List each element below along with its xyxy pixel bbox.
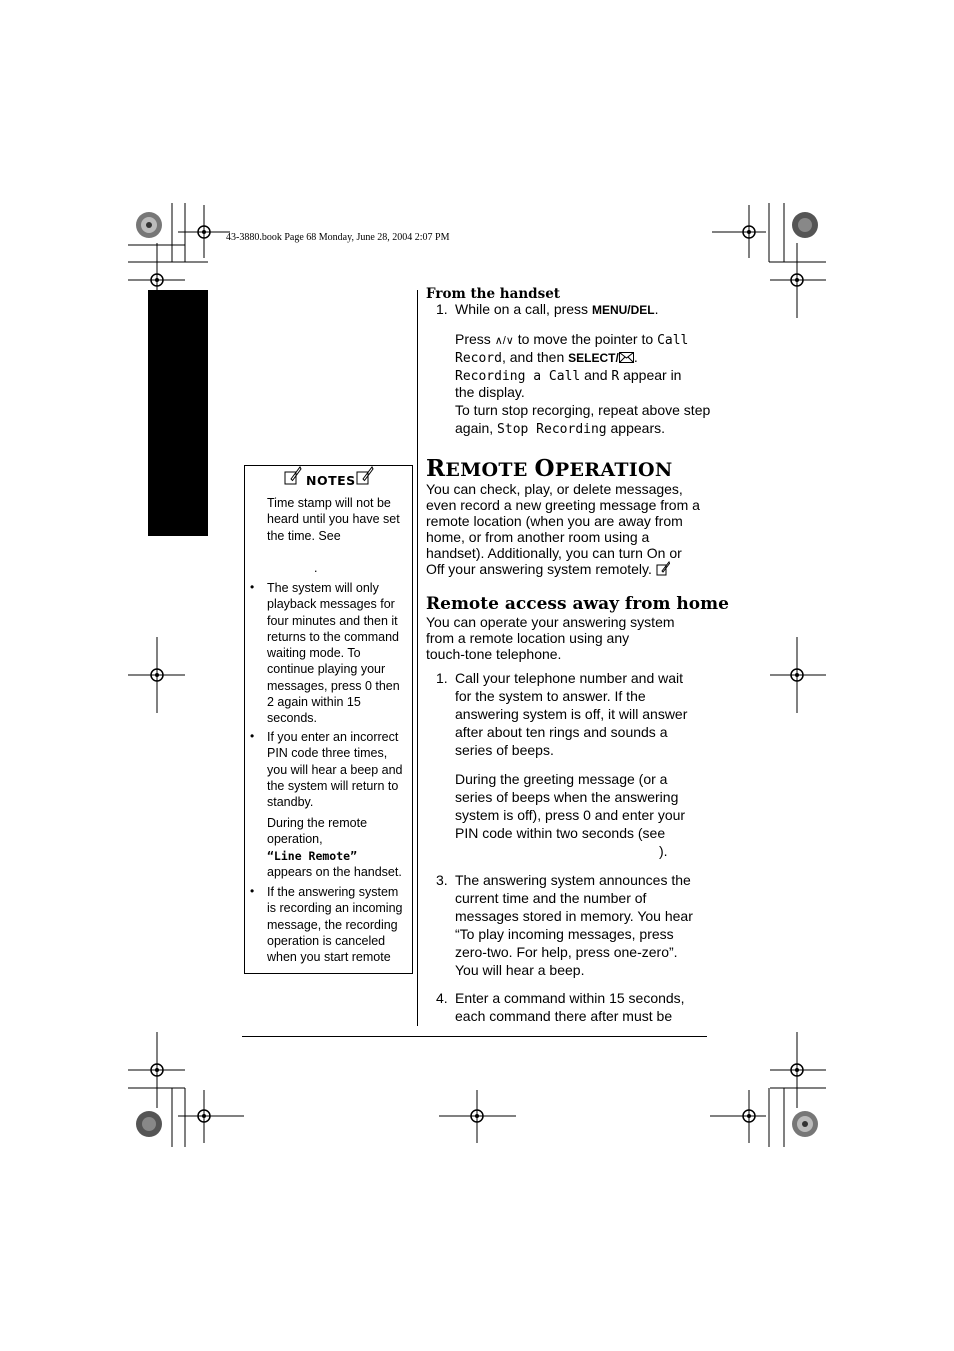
recording-a-call-label: Recording a Call bbox=[455, 369, 581, 384]
note-pencil-icon bbox=[356, 466, 374, 486]
bullet: • bbox=[250, 729, 255, 743]
stop-recording-label: Stop Recording bbox=[497, 422, 607, 437]
from-handset-heading: From the handset bbox=[426, 286, 561, 302]
remote-operation-body: You can check, play, or delete messages, even record a new greeting message from a remote location (when you are away from home, or from another room using a handset). Additionally, you can turn On or Off your answering system remotely. bbox=[426, 481, 700, 577]
remote-access-intro: You can operate your answering system from a remote location using any touch-tone telephone. bbox=[426, 614, 675, 662]
handset-para-3-line1: To turn stop recorging, repeat above step bbox=[455, 402, 711, 418]
column-divider bbox=[417, 290, 418, 1026]
remote-step-3: The answering system announces the current time and the number of messages stored in memory. You hear “To play incoming messages, press zero-two. For help, press one-zero”. You will hear a beep. bbox=[455, 872, 693, 978]
handset-step-1: While on a call, press MENU/DEL. bbox=[455, 301, 659, 317]
select-key: SELECT/ bbox=[568, 351, 619, 365]
remote-step-4: Enter a command within 15 seconds, each command there after must be bbox=[455, 990, 685, 1024]
note-5: If the answering system is recording an incoming message, the recording operation is canceled when you start remote bbox=[267, 885, 403, 965]
handset-para-3-line2: again, Stop Recording appears. bbox=[455, 420, 665, 437]
notes-title: NOTES bbox=[306, 473, 356, 488]
step-number: 1. bbox=[436, 301, 448, 317]
up-down-arrow-icon: ∧/∨ bbox=[494, 335, 514, 347]
handset-para-1-line2: Record, and then SELECT/ . bbox=[455, 349, 638, 366]
handset-para-2-line2: the display. bbox=[455, 384, 525, 400]
note-pencil-icon bbox=[656, 561, 670, 576]
note-2: The system will only playback messages for four minutes and then it returns to the command waiting mode. To continue playing your messages, press 0 then 2 again within 15 seconds. bbox=[267, 581, 400, 726]
step-number: 3. bbox=[436, 872, 448, 888]
bullet: • bbox=[250, 580, 255, 594]
chapter-tab bbox=[148, 290, 208, 536]
remote-step-1: Call your telephone number and wait for the system to answer. If the answering system is off, it will answer after about ten rings and sounds a series of beeps. bbox=[455, 670, 688, 758]
remote-access-heading: Remote access away from home bbox=[426, 594, 729, 614]
remote-operation-heading: REMOTE OPERATION bbox=[426, 455, 673, 482]
bullet: • bbox=[250, 884, 255, 898]
print-header: 43-3880.book Page 68 Monday, June 28, 2004 2:07 PM bbox=[226, 232, 450, 243]
note-1: Time stamp will not be heard until you have set the time. See . bbox=[267, 496, 400, 575]
handset-para-1-line1: Press ∧/∨ to move the pointer to Call bbox=[455, 331, 689, 348]
step-number: 1. bbox=[436, 670, 448, 686]
envelope-icon bbox=[619, 352, 634, 363]
handset-para-2-line1: Recording a Call and R appear in bbox=[455, 367, 682, 384]
remote-step-2: During the greeting message (or a series of beeps when the answering system is off), press 0 and enter your PIN code within two seconds (see ). bbox=[455, 771, 686, 859]
step-number: 4. bbox=[436, 990, 448, 1006]
note-pencil-icon bbox=[284, 466, 302, 486]
line-remote-label: “Line Remote” bbox=[267, 848, 358, 863]
note-4: During the remote operation, “Line Remote” appears on the handset. bbox=[267, 815, 411, 880]
menu-del-key: MENU/DEL bbox=[591, 303, 655, 317]
call-record-label: Call bbox=[657, 333, 689, 348]
note-3: If you enter an incorrect PIN code three times, you will hear a beep and the system will return to standby. bbox=[267, 730, 403, 810]
footer-rule bbox=[242, 1036, 707, 1037]
